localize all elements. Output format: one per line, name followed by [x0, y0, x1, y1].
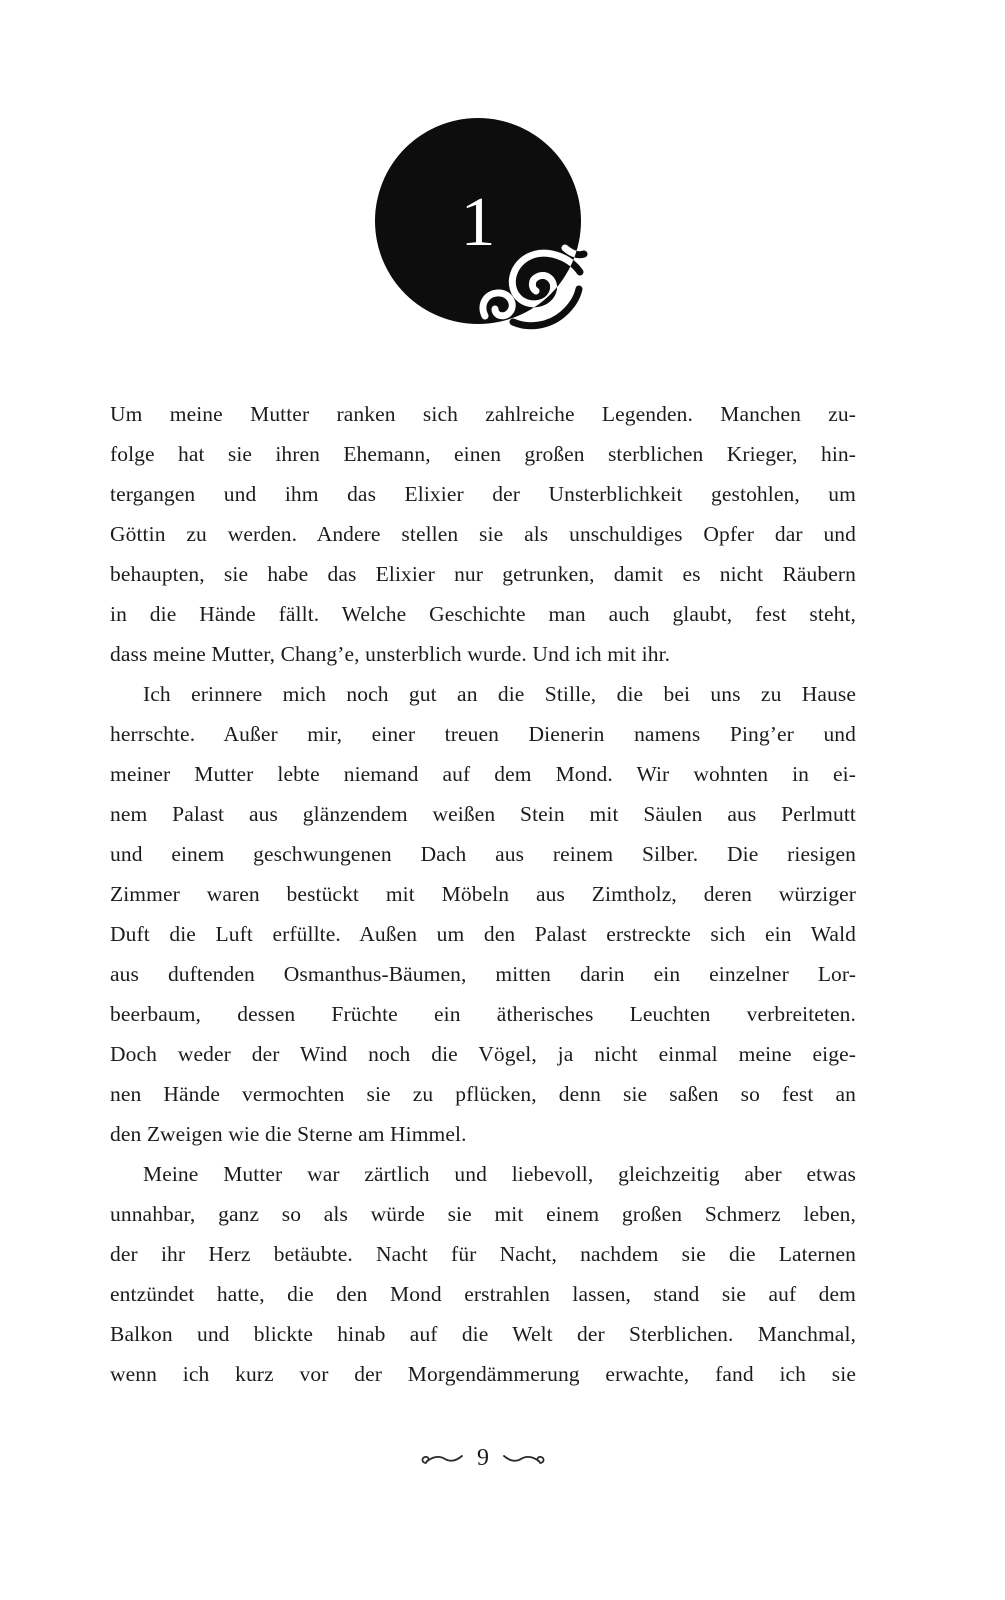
- text-line: Zimmer waren bestückt mit Möbeln aus Zimtholz, deren würziger: [110, 882, 856, 906]
- paragraph: [110, 394, 856, 674]
- text-line: den Zweigen wie die Sterne am Himmel.: [110, 1122, 467, 1146]
- text-line: unnahbar, ganz so als würde sie mit einem großen Schmerz leben,: [110, 1202, 856, 1226]
- text-line: und einem geschwungenen Dach aus reinem Silber. Die riesigen: [110, 842, 856, 866]
- text-line: der ihr Herz betäubte. Nacht für Nacht, nachdem sie die Laternen: [110, 1242, 856, 1266]
- text-line: Doch weder der Wind noch die Vögel, ja nicht einmal meine eige-: [110, 1042, 856, 1066]
- footer-flourish-right-icon: [502, 1451, 546, 1467]
- moon-cloud-icon: [373, 116, 593, 336]
- chapter-number: 1: [460, 184, 496, 261]
- text-line: nen Hände vermochten sie zu pflücken, denn sie saßen so fest an: [110, 1082, 856, 1106]
- body-text: [110, 394, 856, 1394]
- text-line: Meine Mutter war zärtlich und liebevoll, gleichzeitig aber etwas: [143, 1162, 856, 1186]
- page-number: 9: [477, 1445, 489, 1471]
- text-line: meiner Mutter lebte niemand auf dem Mond. Wir wohnten in ei-: [110, 762, 856, 786]
- text-line: dass meine Mutter, Chang’e, unsterblich wurde. Und ich mit ihr.: [110, 642, 671, 666]
- text-line: Ich erinnere mich noch gut an die Stille, die bei uns zu Hause: [143, 682, 856, 706]
- paragraph: [110, 1154, 856, 1394]
- text-line: entzündet hatte, die den Mond erstrahlen lassen, stand sie auf dem: [110, 1282, 856, 1306]
- text-line: beerbaum, dessen Früchte ein ätherisches Leuchten verbreiteten.: [110, 1002, 856, 1026]
- text-line: nem Palast aus glänzendem weißen Stein mit Säulen aus Perlmutt: [110, 802, 856, 826]
- text-line: Um meine Mutter ranken sich zahlreiche Legenden. Manchen zu-: [110, 402, 856, 426]
- text-line: Duft die Luft erfüllte. Außen um den Palast erstreckte sich ein Wald: [110, 922, 856, 946]
- page-footer: [110, 1446, 856, 1472]
- footer-flourish-left-icon: [420, 1451, 464, 1467]
- text-line: wenn ich kurz vor der Morgendämmerung erwachte, fand ich sie: [110, 1362, 856, 1386]
- text-line: in die Hände fällt. Welche Geschichte man auch glaubt, fest steht,: [110, 602, 856, 626]
- text-line: Balkon und blickte hinab auf die Welt der Sterblichen. Manchmal,: [110, 1322, 856, 1346]
- text-line: behaupten, sie habe das Elixier nur getrunken, damit es nicht Räubern: [110, 562, 856, 586]
- text-line: tergangen und ihm das Elixier der Unsterblichkeit gestohlen, um: [110, 482, 856, 506]
- text-line: aus duftenden Osmanthus-Bäumen, mitten darin ein einzelner Lor-: [110, 962, 856, 986]
- chapter-ornament: [373, 116, 593, 336]
- text-line: Göttin zu werden. Andere stellen sie als unschuldiges Opfer dar und: [110, 522, 856, 546]
- paragraph: [110, 674, 856, 1154]
- text-line: folge hat sie ihren Ehemann, einen großen sterblichen Krieger, hin-: [110, 442, 856, 466]
- text-line: herrschte. Außer mir, einer treuen Dienerin namens Ping’er und: [110, 722, 856, 746]
